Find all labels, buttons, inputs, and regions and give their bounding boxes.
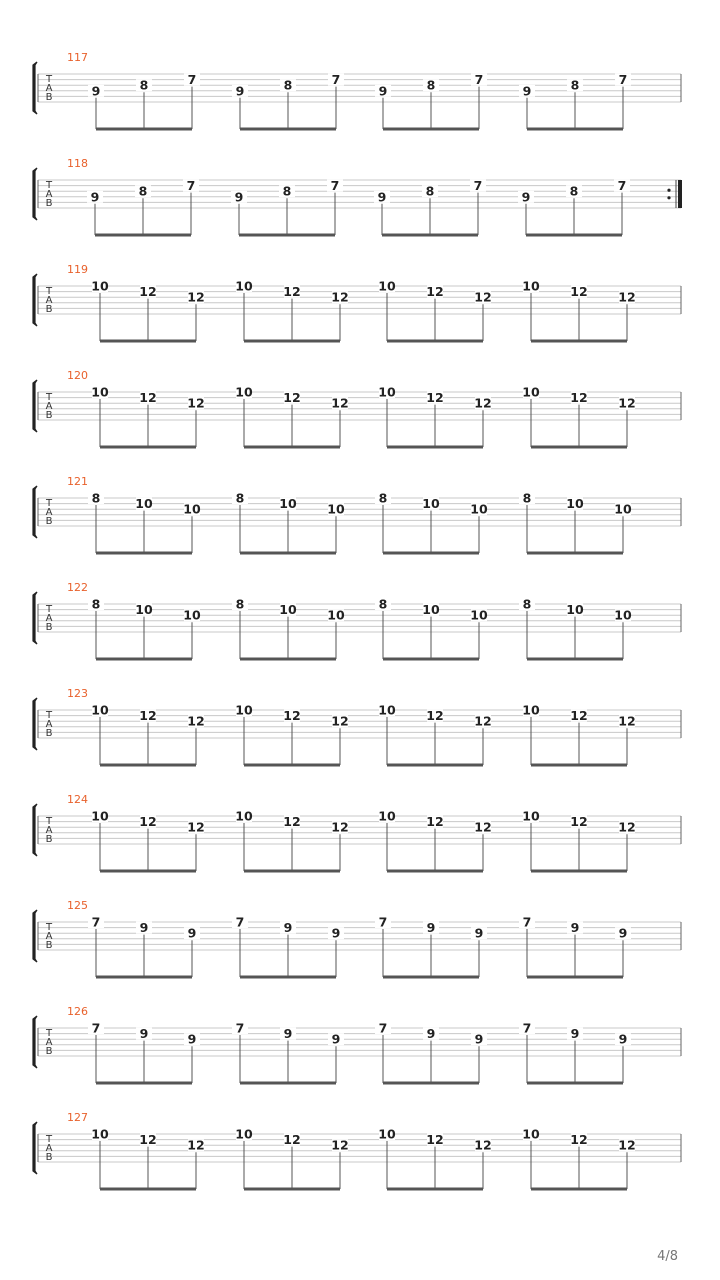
fret-number: 10 <box>378 808 396 824</box>
note-beam <box>527 976 623 979</box>
fret-number: 10 <box>470 607 488 623</box>
measure-number: 126 <box>67 1005 88 1018</box>
fret-number: 10 <box>470 501 488 517</box>
fret-number: 10 <box>422 602 440 618</box>
fret-number: 12 <box>331 395 349 411</box>
fret-number: 12 <box>570 1132 588 1148</box>
note-beam <box>96 976 192 979</box>
fret-number: 9 <box>377 189 387 205</box>
fret-number: 12 <box>187 713 205 729</box>
system-bracket <box>33 698 37 750</box>
fret-number: 10 <box>235 702 253 718</box>
note-beam <box>387 870 483 873</box>
fret-number: 9 <box>331 1031 341 1047</box>
fret-number: 12 <box>187 395 205 411</box>
system-bracket <box>33 168 37 220</box>
measure-number: 121 <box>67 475 88 488</box>
tab-system <box>33 1005 681 1085</box>
fret-number: 7 <box>522 1020 532 1036</box>
fret-number: 12 <box>426 814 444 830</box>
tab-system <box>33 581 681 661</box>
tab-system <box>33 157 682 237</box>
fret-number: 12 <box>331 819 349 835</box>
fret-number: 8 <box>91 490 101 506</box>
note-beam <box>240 552 336 555</box>
fret-number: 10 <box>135 496 153 512</box>
fret-number: 12 <box>283 708 301 724</box>
note-beam <box>240 976 336 979</box>
tab-clef-letter: B <box>45 834 53 845</box>
fret-number: 12 <box>283 1132 301 1148</box>
fret-number: 12 <box>618 819 636 835</box>
fret-number: 10 <box>522 384 540 400</box>
fret-number: 10 <box>91 808 109 824</box>
measure-number: 120 <box>67 369 88 382</box>
tab-clef-letter: T <box>45 922 53 933</box>
note-beam <box>95 234 191 237</box>
fret-number: 8 <box>283 77 293 93</box>
fret-number: 7 <box>618 72 628 88</box>
fret-number: 9 <box>426 1026 436 1042</box>
fret-number: 10 <box>235 384 253 400</box>
system-bracket <box>33 1016 37 1068</box>
tab-clef-letter: T <box>45 286 53 297</box>
tab-clef-letter: T <box>45 74 53 85</box>
fret-number: 10 <box>522 702 540 718</box>
system-bracket <box>33 274 37 326</box>
tab-clef-letter: B <box>45 198 53 209</box>
fret-number: 9 <box>474 1031 484 1047</box>
fret-number: 10 <box>566 602 584 618</box>
fret-number: 10 <box>91 702 109 718</box>
fret-number: 10 <box>91 384 109 400</box>
tab-clef-letter: A <box>45 1143 53 1154</box>
tab-system <box>33 263 681 343</box>
fret-number: 9 <box>618 1031 628 1047</box>
tab-clef-letter: T <box>45 816 53 827</box>
fret-number: 10 <box>327 607 345 623</box>
note-beam <box>387 340 483 343</box>
fret-number: 10 <box>279 496 297 512</box>
fret-number: 8 <box>425 183 435 199</box>
fret-number: 9 <box>474 925 484 941</box>
fret-number: 12 <box>618 289 636 305</box>
tab-clef-letter: T <box>45 1134 53 1145</box>
fret-number: 9 <box>187 925 197 941</box>
fret-number: 12 <box>331 289 349 305</box>
fret-number: 9 <box>570 920 580 936</box>
measure-number: 122 <box>67 581 88 594</box>
tab-clef-letter: B <box>45 622 53 633</box>
note-beam <box>96 552 192 555</box>
fret-number: 7 <box>235 1020 245 1036</box>
fret-number: 7 <box>378 914 388 930</box>
fret-number: 8 <box>235 596 245 612</box>
tab-clef-letter: T <box>45 180 53 191</box>
fret-number: 8 <box>235 490 245 506</box>
note-beam <box>383 552 479 555</box>
fret-number: 12 <box>187 1137 205 1153</box>
tab-clef-letter: A <box>45 719 53 730</box>
tab-clef-letter: A <box>45 825 53 836</box>
fret-number: 10 <box>327 501 345 517</box>
fret-number: 10 <box>135 602 153 618</box>
measure-number: 117 <box>67 51 88 64</box>
tab-clef-letter: A <box>45 1037 53 1048</box>
note-beam <box>387 764 483 767</box>
note-beam <box>526 234 622 237</box>
note-beam <box>531 446 627 449</box>
fret-number: 12 <box>618 713 636 729</box>
measure-number: 127 <box>67 1111 88 1124</box>
note-beam <box>527 552 623 555</box>
fret-number: 12 <box>570 284 588 300</box>
fret-number: 7 <box>331 72 341 88</box>
tab-clef-letter: A <box>45 189 53 200</box>
note-beam <box>244 870 340 873</box>
fret-number: 10 <box>378 384 396 400</box>
note-beam <box>96 1082 192 1085</box>
fret-number: 12 <box>474 395 492 411</box>
fret-number: 8 <box>378 596 388 612</box>
tab-clef-letter: A <box>45 931 53 942</box>
fret-number: 12 <box>331 1137 349 1153</box>
fret-number: 7 <box>330 178 340 194</box>
note-beam <box>239 234 335 237</box>
note-beam <box>531 870 627 873</box>
fret-number: 12 <box>426 1132 444 1148</box>
measure-number: 119 <box>67 263 88 276</box>
measure-number: 125 <box>67 899 88 912</box>
note-beam <box>387 1188 483 1191</box>
tab-system <box>33 1111 681 1191</box>
fret-number: 12 <box>139 284 157 300</box>
page-number: 4/8 <box>657 1249 678 1264</box>
fret-number: 10 <box>566 496 584 512</box>
note-beam <box>100 870 196 873</box>
note-beam <box>100 1188 196 1191</box>
fret-number: 9 <box>234 189 244 205</box>
system-bracket <box>33 62 37 114</box>
fret-number: 10 <box>235 808 253 824</box>
note-beam <box>527 658 623 661</box>
fret-number: 9 <box>426 920 436 936</box>
fret-number: 10 <box>422 496 440 512</box>
fret-number: 10 <box>235 1126 253 1142</box>
note-beam <box>527 1082 623 1085</box>
note-beam <box>96 128 192 131</box>
tab-clef-letter: A <box>45 295 53 306</box>
fret-number: 7 <box>617 178 627 194</box>
fret-number: 9 <box>235 83 245 99</box>
fret-number: 10 <box>614 501 632 517</box>
tab-system <box>33 475 681 555</box>
note-beam <box>383 1082 479 1085</box>
note-beam <box>244 446 340 449</box>
note-beam <box>383 128 479 131</box>
tab-clef-letter: B <box>45 516 53 527</box>
fret-number: 9 <box>283 920 293 936</box>
fret-number: 7 <box>522 914 532 930</box>
fret-number: 12 <box>187 289 205 305</box>
tab-clef-letter: B <box>45 1046 53 1057</box>
system-bracket <box>33 804 37 856</box>
fret-number: 12 <box>618 1137 636 1153</box>
fret-number: 10 <box>378 278 396 294</box>
system-bracket <box>33 592 37 644</box>
fret-number: 8 <box>426 77 436 93</box>
measure-number: 124 <box>67 793 88 806</box>
fret-number: 7 <box>91 1020 101 1036</box>
note-beam <box>382 234 478 237</box>
repeat-dot <box>667 196 670 199</box>
note-beam <box>531 1188 627 1191</box>
tab-clef-letter: B <box>45 304 53 315</box>
note-beam <box>240 128 336 131</box>
fret-number: 12 <box>283 284 301 300</box>
fret-number: 10 <box>91 278 109 294</box>
fret-number: 9 <box>187 1031 197 1047</box>
tab-clef-letter: B <box>45 728 53 739</box>
fret-number: 8 <box>138 183 148 199</box>
note-beam <box>244 340 340 343</box>
fret-number: 9 <box>139 920 149 936</box>
fret-number: 10 <box>614 607 632 623</box>
fret-number: 8 <box>378 490 388 506</box>
fret-number: 9 <box>331 925 341 941</box>
tab-clef-letter: T <box>45 498 53 509</box>
fret-number: 10 <box>378 702 396 718</box>
fret-number: 8 <box>282 183 292 199</box>
fret-number: 8 <box>522 490 532 506</box>
fret-number: 12 <box>570 814 588 830</box>
system-bracket <box>33 1122 37 1174</box>
tab-clef-letter: A <box>45 507 53 518</box>
note-beam <box>100 764 196 767</box>
measure-number: 118 <box>67 157 88 170</box>
tab-system <box>33 899 681 979</box>
note-beam <box>100 446 196 449</box>
measure-number: 123 <box>67 687 88 700</box>
fret-number: 9 <box>91 83 101 99</box>
fret-number: 8 <box>139 77 149 93</box>
fret-number: 9 <box>521 189 531 205</box>
tab-clef-letter: T <box>45 392 53 403</box>
note-beam <box>240 1082 336 1085</box>
fret-number: 12 <box>283 390 301 406</box>
tab-clef-letter: B <box>45 410 53 421</box>
fret-number: 12 <box>139 1132 157 1148</box>
fret-number: 9 <box>378 83 388 99</box>
tab-system <box>33 793 681 873</box>
fret-number: 10 <box>183 501 201 517</box>
tab-clef-letter: B <box>45 1152 53 1163</box>
fret-number: 7 <box>187 72 197 88</box>
repeat-dot <box>667 189 670 192</box>
note-beam <box>383 976 479 979</box>
fret-number: 12 <box>426 390 444 406</box>
note-beam <box>100 340 196 343</box>
fret-number: 12 <box>139 390 157 406</box>
fret-number: 7 <box>235 914 245 930</box>
fret-number: 12 <box>426 284 444 300</box>
fret-number: 8 <box>522 596 532 612</box>
fret-number: 12 <box>618 395 636 411</box>
fret-number: 12 <box>474 819 492 835</box>
fret-number: 12 <box>139 814 157 830</box>
fret-number: 9 <box>618 925 628 941</box>
note-beam <box>531 764 627 767</box>
fret-number: 12 <box>474 289 492 305</box>
note-beam <box>244 1188 340 1191</box>
fret-number: 9 <box>90 189 100 205</box>
fret-number: 10 <box>235 278 253 294</box>
fret-number: 7 <box>186 178 196 194</box>
fret-number: 7 <box>378 1020 388 1036</box>
fret-number: 10 <box>522 1126 540 1142</box>
tab-system <box>33 51 681 131</box>
tab-clef-letter: T <box>45 1028 53 1039</box>
fret-number: 12 <box>570 390 588 406</box>
fret-number: 8 <box>570 77 580 93</box>
tab-system <box>33 369 681 449</box>
fret-number: 9 <box>139 1026 149 1042</box>
fret-number: 12 <box>187 819 205 835</box>
repeat-thick-barline <box>678 180 682 208</box>
note-beam <box>244 764 340 767</box>
tab-clef-letter: A <box>45 83 53 94</box>
fret-number: 10 <box>378 1126 396 1142</box>
fret-number: 9 <box>522 83 532 99</box>
fret-number: 10 <box>183 607 201 623</box>
fret-number: 12 <box>474 1137 492 1153</box>
fret-number: 9 <box>570 1026 580 1042</box>
system-bracket <box>33 380 37 432</box>
tab-system <box>33 687 681 767</box>
system-bracket <box>33 910 37 962</box>
fret-number: 8 <box>569 183 579 199</box>
fret-number: 12 <box>139 708 157 724</box>
note-beam <box>527 128 623 131</box>
tab-clef-letter: A <box>45 401 53 412</box>
fret-number: 10 <box>91 1126 109 1142</box>
fret-number: 10 <box>522 278 540 294</box>
fret-number: 12 <box>283 814 301 830</box>
fret-number: 12 <box>474 713 492 729</box>
note-beam <box>383 658 479 661</box>
fret-number: 7 <box>91 914 101 930</box>
note-beam <box>240 658 336 661</box>
note-beam <box>531 340 627 343</box>
tab-clef-letter: B <box>45 92 53 103</box>
tab-clef-letter: T <box>45 710 53 721</box>
fret-number: 9 <box>283 1026 293 1042</box>
fret-number: 12 <box>570 708 588 724</box>
fret-number: 10 <box>522 808 540 824</box>
fret-number: 12 <box>426 708 444 724</box>
tab-clef-letter: B <box>45 940 53 951</box>
system-bracket <box>33 486 37 538</box>
fret-number: 7 <box>474 72 484 88</box>
fret-number: 8 <box>91 596 101 612</box>
tab-clef-letter: A <box>45 613 53 624</box>
fret-number: 10 <box>279 602 297 618</box>
tab-clef-letter: T <box>45 604 53 615</box>
fret-number: 7 <box>473 178 483 194</box>
fret-number: 12 <box>331 713 349 729</box>
note-beam <box>387 446 483 449</box>
note-beam <box>96 658 192 661</box>
